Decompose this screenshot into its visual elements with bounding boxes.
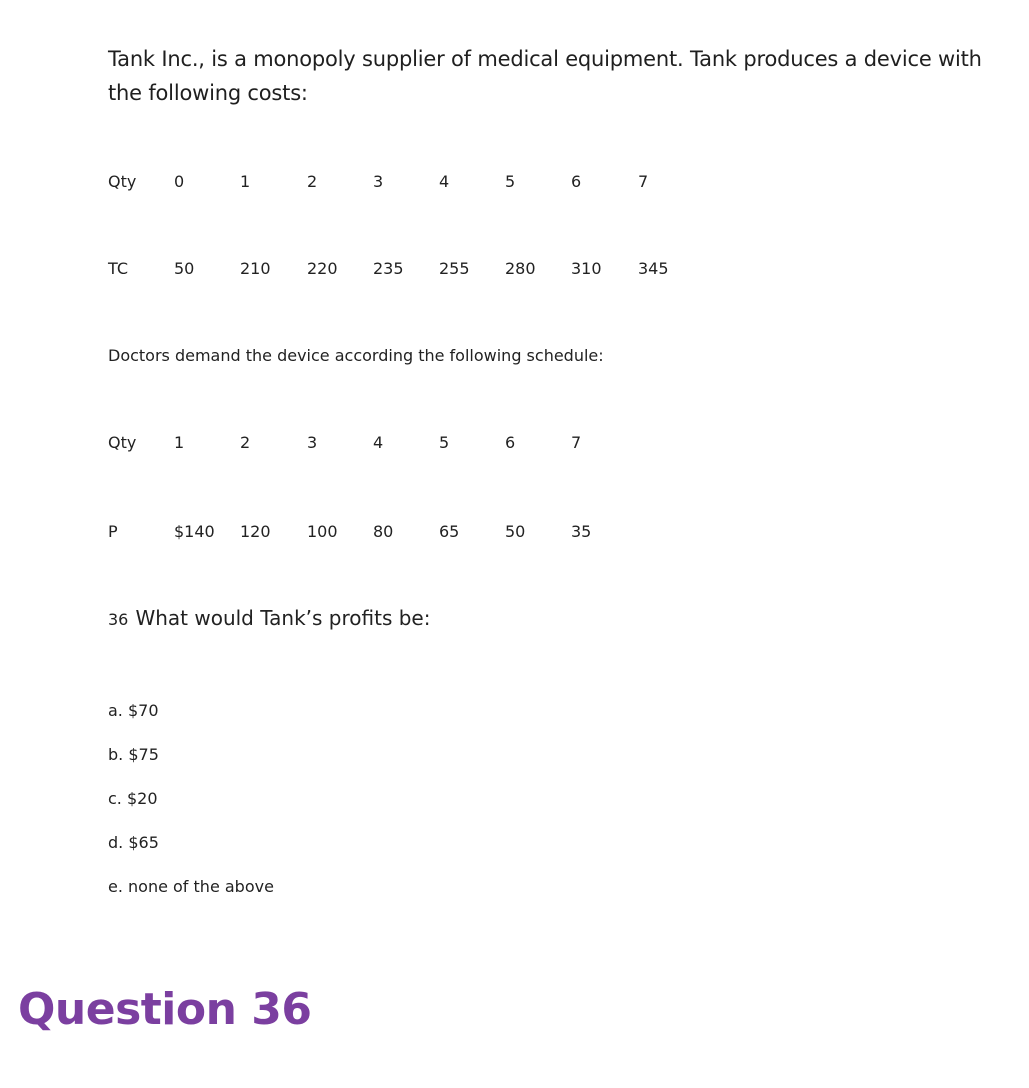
demand-qty-cell: 5 <box>439 433 450 452</box>
cost-qty-cell: 0 <box>174 172 185 191</box>
demand-qty-cell: 2 <box>240 433 251 452</box>
demand-price-cell: 35 <box>571 522 592 541</box>
demand-price-cell: 120 <box>240 522 271 541</box>
cost-qty-cell: 1 <box>240 172 251 191</box>
cost-tc-cell: 345 <box>638 259 669 278</box>
demand-price-cell: $140 <box>174 522 215 541</box>
cost-tc-cell: 235 <box>373 259 404 278</box>
cost-qty-cell: 5 <box>505 172 516 191</box>
cost-tc-label: TC <box>108 259 129 278</box>
demand-price-cell: 50 <box>505 522 526 541</box>
cost-tc-cell: 210 <box>240 259 271 278</box>
answer-option-c: c. $20 <box>108 789 158 808</box>
question-heading: Question 36 <box>18 984 312 1035</box>
cost-qty-cell: 6 <box>571 172 582 191</box>
demand-qty-cell: 3 <box>307 433 318 452</box>
cost-tc-cell: 310 <box>571 259 602 278</box>
demand-sentence: Doctors demand the device according the following schedule: <box>108 346 604 365</box>
cost-qty-cell: 3 <box>373 172 384 191</box>
answer-option-a: a. $70 <box>108 701 159 720</box>
cost-tc-cell: 280 <box>505 259 536 278</box>
cost-qty-cell: 2 <box>307 172 318 191</box>
cost-qty-cell: 7 <box>638 172 649 191</box>
cost-tc-cell: 220 <box>307 259 338 278</box>
demand-qty-cell: 1 <box>174 433 185 452</box>
demand-qty-cell: 7 <box>571 433 582 452</box>
cost-qty-cell: 4 <box>439 172 450 191</box>
cost-qty-label: Qty <box>108 172 137 191</box>
answer-option-b: b. $75 <box>108 745 159 764</box>
cost-tc-cell: 255 <box>439 259 470 278</box>
demand-qty-cell: 4 <box>373 433 384 452</box>
intro-paragraph: Tank Inc., is a monopoly supplier of medical equipment. Tank produces a device with the following costs: <box>108 47 982 105</box>
demand-qty-cell: 6 <box>505 433 516 452</box>
demand-price-cell: 65 <box>439 522 460 541</box>
answer-option-d: d. $65 <box>108 833 159 852</box>
demand-price-cell: 100 <box>307 522 338 541</box>
demand-price-cell: 80 <box>373 522 394 541</box>
demand-price-label: P <box>108 522 118 541</box>
cost-tc-cell: 50 <box>174 259 195 278</box>
question-number: 36 <box>108 610 129 629</box>
question-text: What would Tank’s profits be: <box>135 606 431 630</box>
question-line <box>108 606 430 630</box>
answer-option-e: e. none of the above <box>108 877 274 896</box>
demand-qty-label: Qty <box>108 433 137 452</box>
